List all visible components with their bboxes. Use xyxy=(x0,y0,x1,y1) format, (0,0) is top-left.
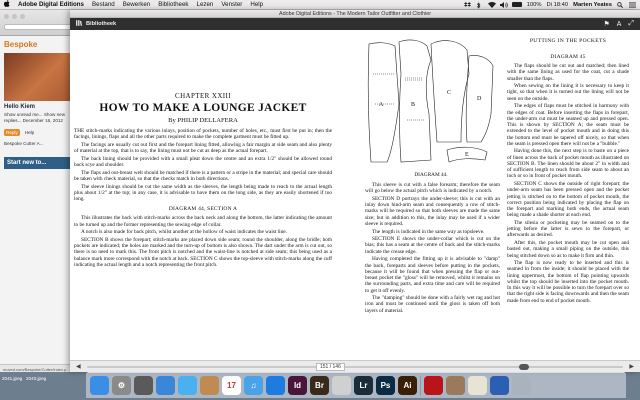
dock-launchpad-icon[interactable] xyxy=(134,376,153,395)
diagram-section-heading: DIAGRAM 44, SECTION A xyxy=(168,206,238,213)
bluetooth-icon[interactable] xyxy=(476,2,483,8)
dock-finder-icon[interactable] xyxy=(90,376,109,395)
dock-contacts-icon[interactable] xyxy=(200,376,219,395)
body-paragraph: Having done this, the next step is to baste on a piece of linen across the back of pocket mouth as illustrated on SECTION B. The linen should be about 2" in width and of sufficient length to reach from side seam to about an inch or so in front of pocket mouth. xyxy=(507,148,629,180)
library-icon xyxy=(76,20,83,28)
desktop-files-left xyxy=(2,376,46,381)
window-title: Adobe Digital Editions - The Modern Tailor Outfitter and Clothier xyxy=(278,11,431,17)
battery-percent: 100% xyxy=(526,1,542,8)
page-scrubber[interactable] xyxy=(87,366,624,368)
next-page-icon[interactable]: ▶ xyxy=(629,364,634,370)
menu-venster[interactable]: Venster xyxy=(221,1,243,8)
menu-help[interactable]: Help xyxy=(250,1,264,8)
body-paragraph: When sewing on the lining it is necessary to keep it tight, so that when it is turned out the lining will not be seen on the outside. xyxy=(507,83,629,102)
dropbox-icon[interactable] xyxy=(464,2,471,8)
back-pattern xyxy=(368,43,399,162)
menu-lezen[interactable]: Lezen xyxy=(196,1,214,8)
window-dot[interactable] xyxy=(4,14,9,19)
figure-label-c: C xyxy=(447,90,452,96)
body-paragraph: The silesia or pocketing may be seamed on to the jetting before the latter is sewn to the forepart, or afterwards as desired. xyxy=(507,219,629,239)
figure-caption: DIAGRAM 44. xyxy=(414,172,448,178)
running-head: PUTTING IN THE POCKETS xyxy=(529,38,607,44)
window-dot[interactable] xyxy=(12,14,17,19)
dock-trash-icon[interactable] xyxy=(512,376,531,395)
site-help-link[interactable]: Help xyxy=(24,130,35,136)
site-new-topic-button[interactable]: Start new to... xyxy=(4,157,73,169)
body-paragraph: SECTION E shows the under-collar which is cut on the bias; this has a seam at the centre of back and the stitch-marks indicate the crease edge. xyxy=(365,236,500,255)
page-scrubber-thumb[interactable] xyxy=(519,364,529,370)
body-paragraph: This sleeve is cut with a false forearm; therefore the seam will go below the actual pitch which is indicated by a notch. xyxy=(365,182,500,195)
forepart-pattern xyxy=(399,40,431,162)
dock xyxy=(86,372,626,398)
menu-bibliotheek[interactable]: Bibliotheek xyxy=(158,1,189,8)
body-paragraph: THE stitch-marks indicating the various inlays, position of pockets, number of holes, etc., must first be put in; then the facings, linings, flaps and all the other parts required to make the complete garment must be fitted up. xyxy=(74,128,332,141)
menubar-user[interactable]: Marten Yeates xyxy=(573,1,612,8)
bookmark-icon[interactable]: ⚑ xyxy=(603,21,610,28)
browser-status-bar: moved.com/Bespoke/Cutter/index.p... xyxy=(0,364,78,372)
menu-bar xyxy=(0,0,640,10)
pattern-diagram xyxy=(365,34,497,170)
body-paragraph: A notch is also made for back pitch, whilst another at the hollow of waist indicates the waist line. xyxy=(81,229,287,236)
body-paragraph: After this, the pocket mouth may be cut open and basted out, making a small piping on the outside, this being stitched down so as to make it firm and thin. xyxy=(507,240,629,259)
site-cutter-link[interactable]: Bespoke Cutter A... xyxy=(4,141,44,147)
figure-label-b: B xyxy=(411,102,416,108)
dock-digital-editions-icon[interactable] xyxy=(424,376,443,395)
dock-messages-icon[interactable] xyxy=(178,376,197,395)
chapter-title: HOW TO MAKE A LOUNGE JACKET xyxy=(99,102,307,114)
site-blurb xyxy=(0,101,77,127)
spotlight-icon[interactable] xyxy=(617,2,624,8)
body-paragraph: The facings are usually cut out first and the forepart lining fitted, allowing a fair margin at side seam and also plenty of material at the top, that is to say, the lining must not be cut as deep as the actual forepart. xyxy=(74,141,332,155)
apple-menu-icon[interactable] xyxy=(0,0,14,9)
body-paragraph: The flaps should be cut out and matched; then lined with the same lining as used for the coat, cut a shade smaller than the flaps. xyxy=(507,63,629,82)
battery-icon[interactable] xyxy=(512,2,522,7)
menu-app-name[interactable]: Adobe Digital Editions xyxy=(18,1,84,8)
body-paragraph: Having completed the fitting up it is advisable to "damp" the back, foreparts and sleeves before putting in the pockets, because it will be found that when pressing the flap or out-breast pocket the "gloss" will be removed, whilst it remains on the surrounding parts, and extra time and care will be required to get it off evenly. xyxy=(365,256,500,294)
mid-column xyxy=(365,182,500,315)
dock-tool-icon[interactable] xyxy=(332,376,351,395)
body-paragraph: SECTION B shows the forepart; stitch-marks are placed down side seam; round the shoulder, along the bridle; both pockets are indicated; the holes are marked and the turn-up of bottom is also shown. The dart under the arm is cut out, so there is no need to mark this. The front pitch is notched and the waist-line is notched at side seam; this being used as a balance mark more correspond with the notch at back. SECTION C shows the top-sleeve with stitch-marks along the cuff indicating the actual length and a notch representing the front pitch. xyxy=(74,236,332,268)
dock-system-prefs-icon[interactable]: ⚙ xyxy=(112,376,131,395)
fullscreen-icon[interactable]: ⤢ xyxy=(628,20,634,27)
reader-title-bar[interactable] xyxy=(70,10,640,18)
browser-chrome xyxy=(0,10,77,36)
body-paragraph: SECTION C shows the outside of right forepart; the under-arm seam has been pressed open and the pocket jetting is stitched on to the bottom of pocket mouth, the correct position being indicated by placing the flap on the forepart and marking both ends, the actual seam being made a shade shorter at each end. xyxy=(507,181,629,219)
figure-label-e: E xyxy=(465,152,469,158)
body-paragraph: The flaps and out-breast welt should be matched if there is a pattern or a stripe in the material; and special care should be taken with check material, so that the checks match in both directions. xyxy=(74,169,332,182)
page-navigation-bar xyxy=(70,360,640,372)
body-paragraph: This illustrates the back with stitch-marks across the back neck and along the bottom, the latter indicating the amount to be turned up and the former representing the sewing edge of collar. xyxy=(74,215,332,228)
menubar-clock[interactable]: Di 18:40 xyxy=(546,1,569,8)
background-browser-window[interactable] xyxy=(0,10,78,372)
dock-bridge-icon[interactable]: Br xyxy=(310,376,329,395)
menu-bestand[interactable]: Bestand xyxy=(92,1,115,8)
site-brand[interactable]: Bespoke xyxy=(4,40,38,49)
dock-photoshop-icon[interactable]: Ps xyxy=(376,376,395,395)
dock-textedit-icon[interactable] xyxy=(468,376,487,395)
menu-bewerken[interactable]: Bewerken xyxy=(122,1,151,8)
dock-app-store-icon[interactable] xyxy=(266,376,285,395)
reader-window[interactable] xyxy=(70,10,640,372)
figure-label-d: D xyxy=(477,96,482,102)
body-paragraph: SECTION D portrays the under-sleeve; this is cut with an inlay down hind-arm seam and consequently a row of stitch-marks will be required so that both sleeves are made the same size; but in addition to this, the inlay may be used if a wider sleeve is required. xyxy=(365,195,500,227)
dock-itunes-icon[interactable]: ♫ xyxy=(244,376,263,395)
body-paragraph: The back lining should be provided with a small pleat down the centre and an extra 1/2" should be allowed round back scye and shoulder. xyxy=(74,155,332,169)
left-page xyxy=(70,30,340,360)
chapter-number: CHAPTER XXIII xyxy=(175,92,231,100)
body-paragraph: The flap is now ready to be inserted and this is seamed in from the inside; it should be placed with the lining uppermost, the bottom of flap pointing upwards whilst the top should be inserted into the pocket mouth. In this way it will be possible to turn the forepart over so that the right side is facing downwards and then the seam made from end to end of pocket mouth. xyxy=(507,260,629,304)
site-blurb-text: Show unread me... Show new replies... December 16, 2012 xyxy=(4,112,66,123)
desktop-file[interactable]: 2041.jpeg xyxy=(2,376,23,381)
font-size-icon[interactable]: A xyxy=(616,20,622,28)
body-paragraph: The "damping" should be done with a fairly wet rag and hot iron and must be continued until the gloss is taken off both layers of material. xyxy=(365,295,500,314)
dock-lightroom-icon[interactable]: Lr xyxy=(354,376,373,395)
wifi-icon[interactable] xyxy=(488,2,495,8)
previous-page-icon[interactable]: ◀ xyxy=(76,364,81,370)
right-column xyxy=(507,34,629,305)
dock-calendar-icon[interactable]: 17 xyxy=(222,376,241,395)
site-hero-heading: Hello Kiem xyxy=(4,104,36,110)
window-dot[interactable] xyxy=(20,14,25,19)
notification-list-icon[interactable] xyxy=(629,2,636,8)
body-paragraph: The edges of flaps must be stitched in harmony with the edges of coat. Before inserting the flaps in forepart, the under-arm cut must be seamed up and pressed open. This is shown by SECTION A; the seam must be extended to the level of pocket mouth and in doing this the bottom end must be tapered off nicely, so that when the seam is pressed open there will not be a "bubble." xyxy=(507,103,629,147)
chapter-byline: By PHILIP DELLAFERA xyxy=(168,117,238,124)
right-page xyxy=(355,30,640,360)
dock-preview-icon[interactable] xyxy=(446,376,465,395)
reader-toolbar xyxy=(70,18,640,30)
dock-indesign-icon[interactable]: Id xyxy=(288,376,307,395)
dock-word-icon[interactable] xyxy=(490,376,509,395)
site-hero-image xyxy=(4,53,73,101)
dock-separator xyxy=(420,376,421,396)
dock-safari-icon[interactable] xyxy=(156,376,175,395)
site-reply-button[interactable]: Reply xyxy=(6,130,18,136)
desktop-file[interactable]: 2040.jpeg xyxy=(26,376,47,381)
diagram-heading: DIAGRAM 45 xyxy=(550,54,586,60)
volume-icon[interactable] xyxy=(500,2,507,8)
library-label: Bibliotheek xyxy=(86,21,117,27)
page-indicator[interactable]: 151 / 146 xyxy=(316,363,345,371)
body-paragraph: The sleeve linings should be cut the same width as the sleeves, the length being made to reach to the actual length plus about 1/2" at the top; in any case, it is advisable to have them on the long side, as they are easily shortened if too long. xyxy=(74,183,332,203)
dock-illustrator-icon[interactable]: Ai xyxy=(398,376,417,395)
book-spread xyxy=(70,30,640,360)
figure-label-a: A xyxy=(379,102,384,108)
browser-address-bar[interactable] xyxy=(4,24,73,30)
body-paragraph: The length is indicated in the same way as topsleeve. xyxy=(372,228,485,235)
library-button[interactable] xyxy=(76,20,116,28)
